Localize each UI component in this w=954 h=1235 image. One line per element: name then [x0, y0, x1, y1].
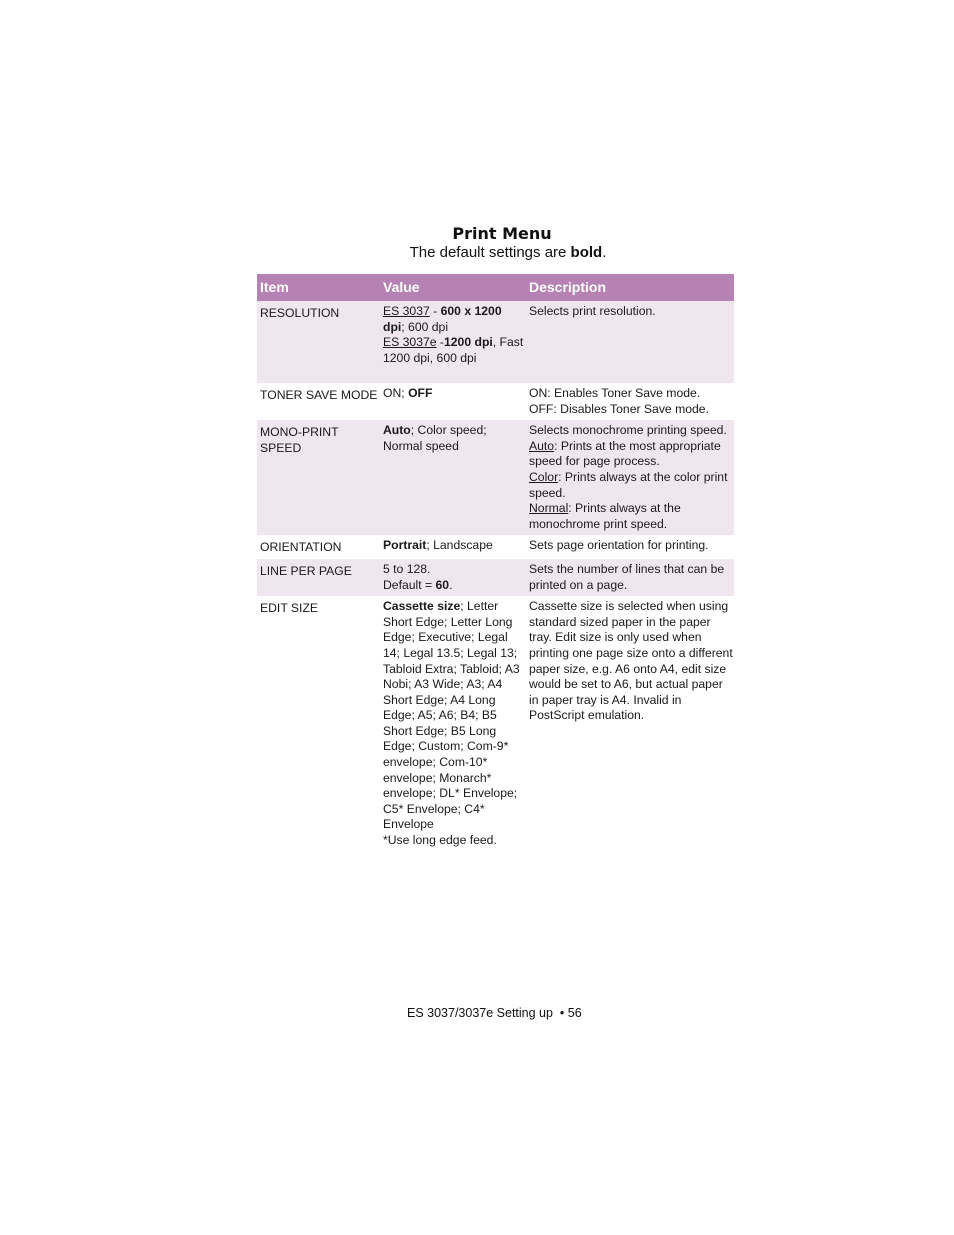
subtitle-prefix: The default settings are	[409, 244, 571, 261]
es3037e-link-text: ES 3037e	[383, 335, 437, 350]
description-cell	[526, 383, 734, 420]
default-value: 60	[435, 577, 450, 592]
description-text: : Prints always at the color print speed.	[529, 469, 728, 500]
item-cell: LINE PER PAGE	[257, 559, 380, 596]
default-value: OFF	[408, 386, 433, 400]
value-text: .	[449, 577, 453, 592]
description-cell: Cassette size is selected when using standard sized paper in the paper tray. Edit size is only used when printing one page size onto a different paper size, e.g. A6 onto A4, edit size would be set to A6, but actual paper in paper tray is A4. Invalid in PostScript emulation.	[529, 599, 733, 723]
value-cell	[380, 301, 526, 383]
option-label-auto: Auto	[529, 438, 555, 453]
row-resolution	[257, 301, 734, 383]
default-value: 1200 dpi	[444, 335, 493, 350]
value-note: *Use long edge feed.	[383, 833, 497, 848]
description-cell	[526, 420, 734, 535]
row-orientation	[257, 535, 734, 559]
print-menu-table	[257, 274, 734, 896]
value-text: 5 to 128.	[383, 561, 431, 576]
page-subtitle	[0, 244, 954, 261]
description-text: : Prints always at the monochrome print speed.	[529, 501, 681, 531]
option-label-normal: Normal	[529, 501, 569, 516]
description-text: : Prints at the most appropriate speed for page process.	[529, 438, 721, 469]
value-cell	[380, 596, 526, 896]
default-value: Portrait	[383, 538, 427, 553]
description-cell: Selects print resolution.	[526, 301, 734, 383]
default-value: 600 x 1200 dpi	[383, 304, 502, 334]
header-item: Item	[257, 274, 380, 301]
row-toner-save-mode	[257, 383, 734, 420]
table-header-row	[257, 274, 734, 301]
item-cell: RESOLUTION	[257, 301, 380, 383]
value-text: Default =	[383, 577, 436, 592]
item-cell: EDIT SIZE	[260, 601, 319, 616]
description-line: OFF: Disables Toner Save mode.	[529, 401, 709, 416]
row-line-per-page	[257, 559, 734, 596]
page-title: Print Menu	[452, 224, 552, 243]
value-cell	[380, 559, 526, 596]
page-number: 56	[567, 1006, 582, 1020]
default-value: Auto	[383, 423, 411, 438]
description-cell: Sets page orientation for printing.	[529, 538, 709, 553]
row-mono-print-speed	[257, 420, 734, 535]
header-description: Description	[526, 274, 734, 301]
header-value: Value	[380, 274, 526, 301]
value-text: , Fast 1200 dpi, 600 dpi	[383, 335, 524, 365]
subtitle-suffix: .	[602, 244, 607, 261]
row-edit-size	[257, 596, 734, 896]
es3037-link-text: ES 3037	[383, 304, 430, 318]
value-cell	[380, 383, 526, 420]
value-text: ; Landscape	[426, 538, 493, 553]
item-cell: MONO-PRINT SPEED	[257, 420, 380, 535]
value-text: ; 600 dpi	[401, 319, 449, 334]
default-value: Cassette size	[383, 599, 461, 614]
page-footer	[407, 1006, 582, 1020]
footer-text: ES 3037/3037e Setting up	[407, 1006, 553, 1020]
option-label-color: Color	[529, 469, 559, 484]
footer-bullet: •	[552, 1006, 568, 1020]
subtitle-bold-word: bold	[570, 244, 603, 261]
value-cell	[380, 535, 526, 559]
value-cell	[380, 420, 526, 535]
item-cell: ORIENTATION	[260, 540, 342, 555]
value-sep: -	[436, 335, 444, 350]
description-cell: Sets the number of lines that can be printed on a page.	[526, 559, 734, 596]
description-line: ON: Enables Toner Save mode.	[529, 386, 701, 400]
value-text: ON;	[383, 386, 409, 400]
value-text: ; Letter Short Edge; Letter Long Edge; Executive; Legal 14; Legal 13.5; Legal 13; Tabloid Extra; Tabloid; A3 Nobi; A3 Wide; A3; A4 Short Edge; A4 Long Edge; A5; A6; B4; B5 Short Edge; B5 Long Edge; Custom; Com-9* envelope; Com-10* envelope; Monarch* envelope; DL* Envelope; C5* Envelope; C4* Envelope	[383, 599, 520, 832]
description-line: Selects monochrome printing speed.	[529, 423, 727, 438]
value-sep: -	[429, 304, 441, 318]
value-text: ; Color speed; Normal speed	[383, 423, 487, 453]
item-cell: TONER SAVE MODE	[260, 388, 378, 402]
